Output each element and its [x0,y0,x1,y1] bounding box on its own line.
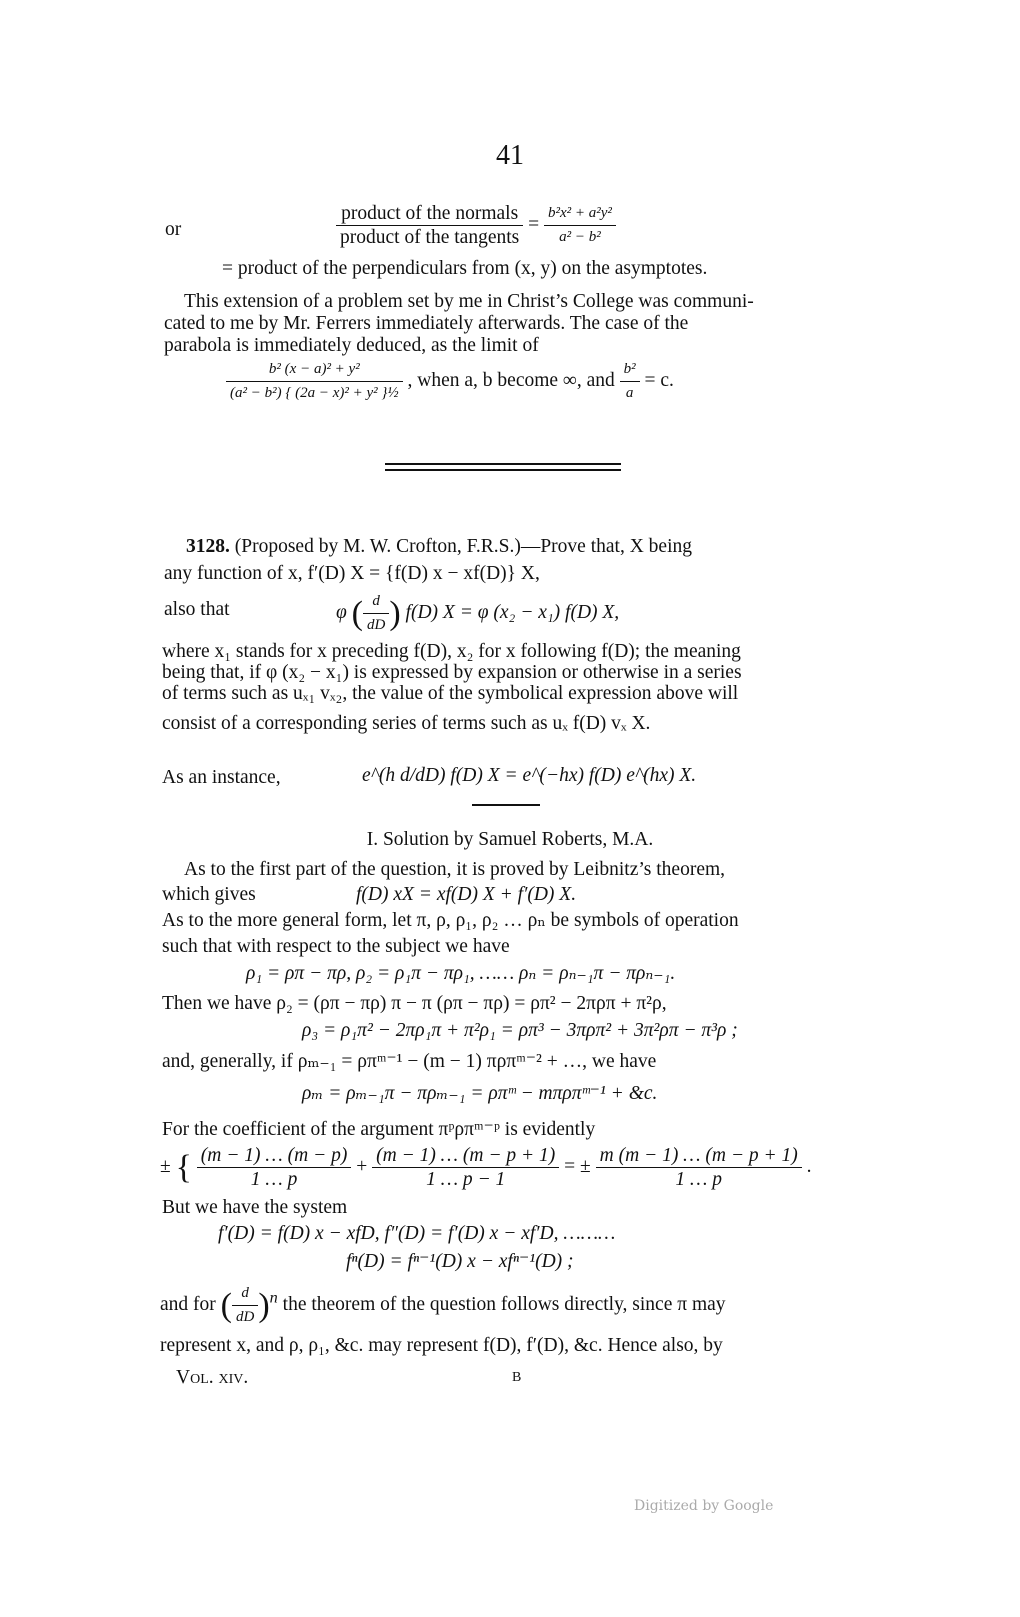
limit-expression [226,358,674,405]
phi-rhs: f(D) X = φ (x₂ − x₁) f(D) X, [405,601,620,623]
then-equation: Then we have ρ₂ = (ρπ − πρ) π − π (ρπ − πρ) = ρπ² − 2πρπ + π²ρ, [162,993,667,1014]
phi-symbol: φ [336,601,347,623]
system-eq1: f′(D) = f(D) x − xfD, f″(D) = f′(D) x − xf′D, ……… [218,1223,616,1244]
solution-line4: such that with respect to the subject we have [162,936,510,957]
or-word: or [165,219,182,240]
solution-line1: As to the first part of the question, it is proved by Leibnitz’s theorem, [184,859,726,880]
plus-minus: ± [160,1155,171,1177]
fraction-denominator: product of the tangents [340,227,520,248]
solution-divider [472,804,540,806]
d-over-dD [363,590,389,637]
section-divider-top [385,463,621,465]
limit-denominator: (a² − b²) { (2a − x)² + y² }½ [230,385,399,401]
equals-sign: = [528,213,544,235]
limit-when: , when a, b become ∞, and [407,369,615,391]
rhs-numerator: b²x² + a²y² [544,202,616,226]
d-over-dD-2 [232,1282,258,1329]
phi-equation [336,590,619,637]
solution-heading: I. Solution by Samuel Roberts, M.A. [366,829,654,850]
d-numerator-2: d [232,1282,258,1306]
rhs-denominator: a² − b² [559,229,601,245]
dD-denominator: dD [367,617,386,633]
question-number: 3128. [186,536,230,557]
para1-line2: cated to me by Mr. Ferrers immediately afterwards. The case of the [164,313,689,334]
question-line2: any function of x, f′(D) X = {f(D) x − xf(D)} X, [164,563,540,584]
question-header [186,535,692,558]
paren-open-2: ( [220,1287,232,1324]
signature-mark: B [512,1370,522,1385]
plus-sign: + [356,1155,368,1177]
page-number: 41 [496,140,524,171]
where-line3: of terms such as uₓ₁ vₓ₂, the value of the symbolical expression above will [162,683,739,704]
also-that: also that [164,599,230,620]
coef3-denominator: 1 … p [675,1169,722,1190]
system-line: But we have the system [162,1197,348,1218]
where-line1: where x₁ stands for x preceding f(D), x₂ for x following f(D); the meaning [162,641,741,662]
system-eq2: fⁿ(D) = fⁿ⁻¹(D) x − xfⁿ⁻¹(D) ; [346,1251,574,1272]
coef2-denominator: 1 … p − 1 [426,1169,506,1190]
brace-open: { [175,1149,192,1186]
google-watermark: Digitized by Google [634,1498,774,1514]
a-denominator: a [625,385,634,401]
and-for: and for [160,1293,216,1315]
coef1-numerator: (m − 1) … (m − p) [197,1144,352,1168]
where-line2: being that, if φ (x₂ − x₁) is expressed by expansion or otherwise in a series [162,662,742,683]
instance-label: As an instance, [162,767,281,788]
coef-fraction-3 [596,1144,802,1191]
coef2-numerator: (m − 1) … (m − p + 1) [372,1144,559,1168]
perpendiculars-line: = product of the perpendiculars from (x, y) on the asymptotes. [222,258,708,279]
question-proposer: (Proposed by M. W. Crofton, F.R.S.)—Prove that, X being [234,536,692,557]
solution-line3: As to the more general form, let π, ρ, ρ₁, ρ₂ … ρₙ be symbols of operation [162,910,739,931]
para1-line1: This extension of a problem set by me in Christ’s College was communi- [184,291,754,312]
general-line: and, generally, if ρₘ₋₁ = ρπᵐ⁻¹ − (m − 1) πρπᵐ⁻² + …, we have [162,1051,657,1072]
coefficient-equation [160,1144,812,1191]
paren-open: ( [351,595,363,632]
solution-line2a: which gives [162,884,256,905]
ratio-equation [336,202,616,249]
dD-denominator-2: dD [235,1309,255,1325]
coef-fraction-2 [372,1144,559,1191]
period: . [806,1155,812,1177]
rho-m-equation: ρₘ = ρₘ₋₁π − πρₘ₋₁ = ρπᵐ − mπρπᵐ⁻¹ + &c. [302,1083,658,1104]
coefficient-line: For the coefficient of the argument πᵖρπᵐ⁻ᵖ is evidently [162,1119,596,1140]
paren-close-2: ) [258,1287,270,1324]
d-numerator: d [363,590,389,614]
rho3-equation: ρ₃ = ρ₁π² − 2πρ₁π + π²ρ₁ = ρπ³ − 3πρπ² + 3π²ρπ − π³ρ ; [302,1020,738,1041]
solution-line2b: f(D) xX = xf(D) X + f′(D) X. [356,884,577,905]
limit-numerator: b² (x − a)² + y² [226,358,403,382]
instance-equation: e^(h d/dD) f(D) X = e^(−hx) f(D) e^(hx) X. [362,765,697,786]
b2-over-a [620,358,640,405]
where-line4: consist of a corresponding series of terms such as uₓ f(D) vₓ X. [162,713,651,734]
rhs-fraction [544,202,616,249]
and-for-rest: the theorem of the question follows directly, since π may [282,1293,726,1315]
coef1-denominator: 1 … p [250,1169,298,1190]
volume-footer: Vol. xiv. [176,1367,249,1388]
limit-eq-c: = c. [644,369,674,391]
para1-line3: parabola is immediately deduced, as the limit of [164,335,539,356]
equals-plus-minus: = ± [564,1155,591,1177]
rho-definitions: ρ₁ = ρπ − πρ, ρ₂ = ρ₁π − πρ₁, …… ρₙ = ρₙ₋₁π − πρₙ₋₁. [246,963,676,984]
normals-tangents-fraction [336,202,523,249]
coef-fraction-1 [197,1144,352,1191]
paren-close: ) [389,595,401,632]
b2-numerator: b² [620,358,640,382]
limit-fraction [226,358,403,405]
section-divider-bottom [385,469,621,471]
power-n: n [269,1288,278,1307]
fraction-numerator: product of the normals [336,202,523,226]
final-line: represent x, and ρ, ρ₁, &c. may represent f(D), f′(D), &c. Hence also, by [160,1335,723,1356]
and-for-line [160,1282,726,1329]
coef3-numerator: m (m − 1) … (m − p + 1) [596,1144,802,1168]
